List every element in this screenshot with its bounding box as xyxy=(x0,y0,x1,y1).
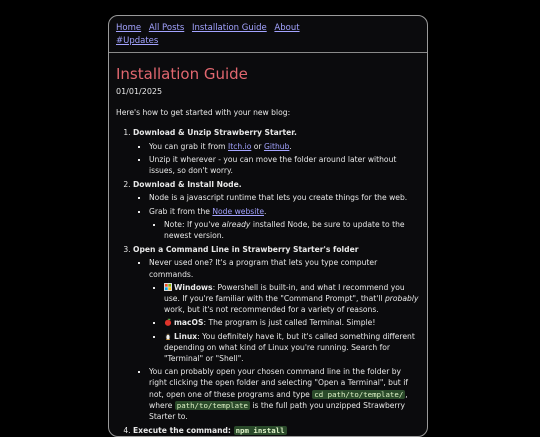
list-item: ▪ Unzip it wherever - you can move the folder around later without issues, so don't worry. xyxy=(149,154,419,176)
step-item xyxy=(133,425,419,436)
step-item xyxy=(133,244,419,422)
os-item-windows: ▪ Windows: Powershell is built-in, and what I recommend you use. If you're familiar with the "Command Prompt", that'll probably work, but it's not recommended for a variety of reasons. xyxy=(164,282,419,316)
os-item-linux: ▪ Linux: You definitely have it, but it's called something different depending on what kind of Linux you're running. Search for "Terminal" or "Shell". xyxy=(164,331,419,365)
windows-icon xyxy=(164,283,172,291)
step-title: Download & Install Node. xyxy=(133,180,242,190)
nav-link-updates[interactable]: #Updates xyxy=(116,36,159,46)
code-snippet: cd path/to/template/ xyxy=(314,389,404,399)
penguin-icon xyxy=(164,332,172,340)
step-item xyxy=(133,127,419,176)
top-nav xyxy=(109,16,427,48)
note-item: ▪ Note: If you've already installed Node, be sure to update to the newest version. xyxy=(164,219,419,241)
list-item: ▪ You can probably open your chosen command line in the folder by right clicking the open folder and selecting "Open a Terminal", but if not, open one of these programs and type cd path/to/template/ , where path/to/template is the full path you unzipped Strawberry Starter to. xyxy=(149,366,419,422)
nav-divider xyxy=(109,52,427,53)
blog-panel xyxy=(108,15,428,437)
nav-link-installation-guide[interactable]: Installation Guide xyxy=(191,23,267,33)
code-snippet: path/to/template xyxy=(176,400,248,410)
post-date: 01/01/2025 xyxy=(116,87,163,96)
nav-link-home[interactable]: Home xyxy=(116,23,142,33)
post-content xyxy=(116,64,419,437)
nav-link-all-posts[interactable]: All Posts xyxy=(148,23,185,33)
os-item-macos: ▪ macOS: The program is just called Terminal. Simple! xyxy=(164,317,419,328)
apple-icon xyxy=(164,318,172,326)
itchio-link[interactable]: Itch.io xyxy=(227,141,252,151)
code-snippet: npm install xyxy=(235,426,285,436)
step-item xyxy=(133,179,419,241)
github-link[interactable]: Github xyxy=(263,141,290,151)
step-title: Open a Command Line in Strawberry Starter's folder xyxy=(133,245,359,255)
list-item: ▪ Grab it from the Node website. ▪ Note: If you've already installed Node, be sure to update to the newest version. xyxy=(149,206,419,242)
list-item: ▪ You can grab it from Itch.io or Github. xyxy=(149,141,419,152)
list-item: ▪ Never used one? It's a program that lets you type computer commands. ▪ Windows: Powershell is built-in, and what I recommend you use. If you're familiar with the "Command Prompt", that'll probably work, but it's not recommended for a variety of reasons. ▪ macOS: The program is just called Terminal. Simple! ▪ Linux: You definitely have it, but it's called something different depending on what kind of Linux you're running. Search for "Terminal" or "Shell". xyxy=(149,257,419,364)
steps-list xyxy=(116,127,419,436)
step-title: Download & Unzip Strawberry Starter. xyxy=(133,128,297,138)
step-title: Execute the command: xyxy=(133,426,234,436)
post-intro: Here's how to get started with your new blog: xyxy=(116,108,291,118)
node-website-link[interactable]: Node website xyxy=(212,206,265,216)
page-title: Installation Guide xyxy=(116,65,248,83)
list-item: ▪ Node is a javascript runtime that lets you create things for the web. xyxy=(149,192,419,203)
nav-link-about[interactable]: About xyxy=(274,23,300,33)
